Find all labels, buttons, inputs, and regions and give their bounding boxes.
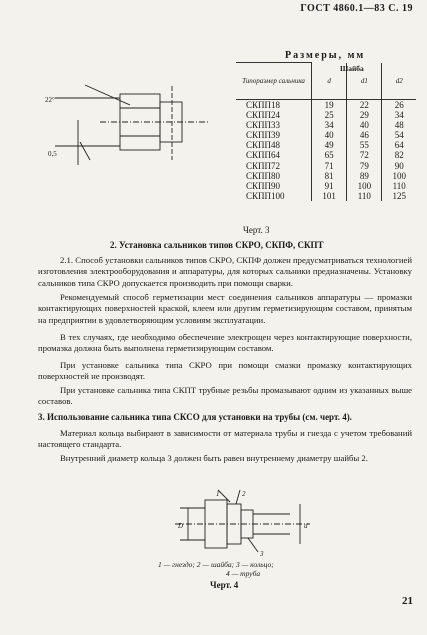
fig4-num-1: 1 bbox=[216, 490, 220, 498]
type-cell: СКПП72 bbox=[246, 160, 281, 171]
s2-p2-text: Рекомендуемый способ герметизации мест соединения сальников аппаратуры — промазки контактирующих поверхностей краской, клеем или другим герметизирующим составом, принятым на предприятии в удовлетворяющим условиям эксплуатации. bbox=[38, 292, 412, 325]
s3-p2-text: Внутренний диаметр кольца 3 должен быть равен внутреннему диаметру шайбы 2. bbox=[60, 453, 368, 463]
type-cell: СКПП33 bbox=[246, 120, 281, 131]
size-cell: 65 bbox=[312, 150, 347, 160]
type-cell: СКПП24 bbox=[246, 110, 281, 121]
s2-paragraph-1 bbox=[38, 255, 412, 289]
section-2-heading: 2. Установка сальников типов СКРО, СКПФ, СКПТ bbox=[110, 240, 324, 250]
fig4-num-3: 3 bbox=[260, 550, 264, 558]
s2-p4-text: При установке сальника типа СКРО при помощи смазки промазку контактирующих поверхностей не производят. bbox=[38, 360, 412, 382]
s3-paragraph-2 bbox=[38, 453, 412, 464]
figure-4-caption: Черт. 4 bbox=[210, 580, 239, 590]
size-cell: 101 bbox=[312, 191, 347, 201]
table-row bbox=[236, 171, 416, 181]
fig4-dim-D: D bbox=[178, 522, 184, 530]
size-cell: 40 bbox=[347, 120, 382, 130]
size-cell: 125 bbox=[382, 191, 416, 201]
s2-paragraph-3 bbox=[38, 332, 412, 355]
width-label: 0,5 bbox=[48, 150, 57, 158]
size-cell: 100 bbox=[382, 171, 416, 181]
type-cell: СКПП90 bbox=[246, 180, 281, 191]
table-row bbox=[236, 140, 416, 150]
size-cell: 110 bbox=[347, 191, 382, 201]
size-cell: 90 bbox=[382, 161, 416, 171]
size-cell: 34 bbox=[312, 120, 347, 130]
s2-paragraph-4 bbox=[38, 360, 412, 383]
size-cell: 64 bbox=[382, 140, 416, 150]
sizes-title: Размеры, мм bbox=[285, 50, 366, 61]
col-d1: d1 bbox=[347, 63, 382, 100]
sizes-table bbox=[236, 62, 416, 201]
size-cell: 49 bbox=[312, 140, 347, 150]
col-d: d bbox=[312, 63, 347, 100]
type-cell: СКПП39 bbox=[246, 130, 281, 141]
page-number: 21 bbox=[402, 595, 413, 607]
s2-paragraph-2 bbox=[38, 292, 412, 326]
s2-paragraph-5 bbox=[38, 385, 412, 408]
s2-p5-text: При установке сальника типа СКПТ трубные резьбы промазывают одним из указанных выше составов. bbox=[38, 385, 412, 407]
fig4-dim-d: d bbox=[304, 522, 308, 530]
type-cell: СКПП48 bbox=[246, 140, 281, 151]
col-d2: d2 bbox=[382, 63, 416, 100]
size-cell: 91 bbox=[312, 181, 347, 191]
size-cell: 19 bbox=[312, 100, 347, 111]
figure-4-drawing bbox=[160, 488, 340, 560]
type-header: Типоразмер сальника bbox=[236, 63, 312, 100]
figure-4-legend-1: 1 — гнездо; 2 — шайба; 3 — кольцо; bbox=[158, 560, 274, 569]
table-row bbox=[236, 120, 416, 130]
size-cell: 89 bbox=[347, 171, 382, 181]
size-cell: 26 bbox=[382, 100, 416, 111]
figure-4-legend-2: 4 — труба bbox=[226, 569, 261, 578]
size-cell: 81 bbox=[312, 171, 347, 181]
size-cell: 82 bbox=[382, 150, 416, 160]
s2-p3-text: В тех случаях, где необходимо обеспечение электрощен через контактирующие поверхности, промазка должна быть выполнена герметизирующим составом. bbox=[38, 332, 412, 354]
figure-3-drawing bbox=[40, 80, 230, 210]
type-cell: СКПП80 bbox=[246, 170, 281, 181]
type-cell: СКПП64 bbox=[246, 150, 281, 161]
group-header: Шайба bbox=[340, 64, 364, 73]
table-row bbox=[236, 161, 416, 171]
page-header: ГОСТ 4860.1—83 С. 19 bbox=[300, 3, 413, 14]
table-row bbox=[236, 191, 416, 201]
figure-3-caption: Черт. 3 bbox=[243, 225, 270, 235]
size-cell: 46 bbox=[347, 130, 382, 140]
size-cell: 40 bbox=[312, 130, 347, 140]
size-cell: 71 bbox=[312, 161, 347, 171]
size-cell: 110 bbox=[382, 181, 416, 191]
size-cell: 25 bbox=[312, 110, 347, 120]
size-cell: 34 bbox=[382, 110, 416, 120]
size-cell: 54 bbox=[382, 130, 416, 140]
size-cell: 48 bbox=[382, 120, 416, 130]
s3-p1-text: Материал кольца выбирают в зависимости от материала трубы и гнезда с учетом требований настоящего стандарта. bbox=[38, 428, 412, 450]
size-cell: 100 bbox=[347, 181, 382, 191]
size-cell: 55 bbox=[347, 140, 382, 150]
section-3-heading: 3. Использование сальника типа СКСО для установки на трубы (см. черт. 4). bbox=[38, 412, 352, 422]
size-cell: 29 bbox=[347, 110, 382, 120]
angle-label: 22° bbox=[45, 96, 55, 104]
type-cell: СКПП100 bbox=[246, 190, 285, 201]
size-cell: 22 bbox=[347, 100, 382, 111]
size-cell: 79 bbox=[347, 161, 382, 171]
table-row bbox=[236, 130, 416, 140]
table-row bbox=[236, 150, 416, 160]
table-row bbox=[236, 110, 416, 120]
type-cell: СКПП18 bbox=[246, 100, 281, 110]
table-row bbox=[236, 100, 416, 111]
fig4-num-2: 2 bbox=[242, 490, 246, 498]
size-cell: 72 bbox=[347, 150, 382, 160]
table-row bbox=[236, 181, 416, 191]
s2-p1-text: 2.1. Способ установки сальников типов СКРО, СКПФ должен предусматриваться технологией изготовления электрооборудования и аппаратуры, для которых сальники предназначены. Установку сальников типа СКРО допускается производить при помощи сварки. bbox=[38, 255, 412, 288]
s3-paragraph-1 bbox=[38, 428, 412, 451]
